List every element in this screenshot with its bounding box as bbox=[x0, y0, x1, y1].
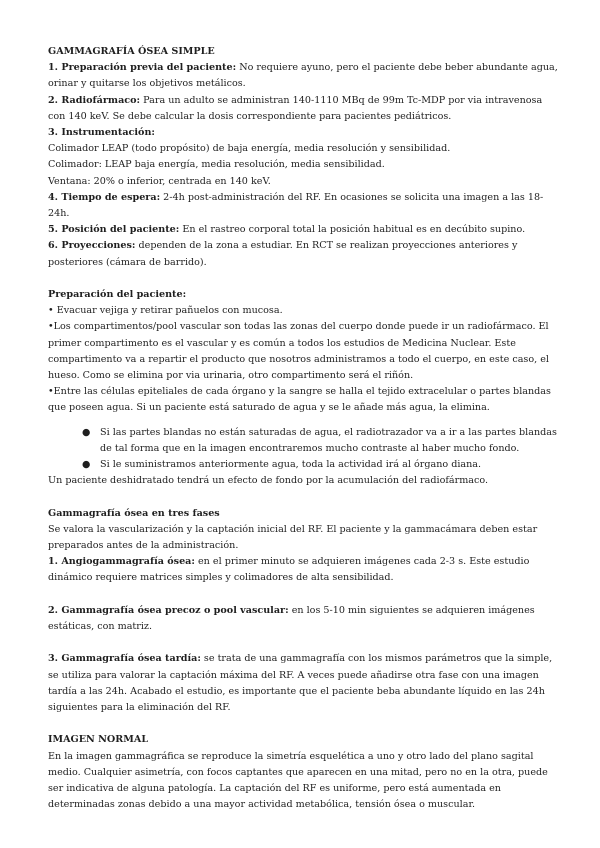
spacer bbox=[48, 587, 560, 603]
item-ventana: Ventana: 20% o inferior, centrada en 140 keV. bbox=[48, 175, 271, 187]
spacer bbox=[48, 635, 560, 651]
phase-angiogammagrafia bbox=[48, 554, 560, 586]
item-label: 3. Gammagrafía ósea tardía: bbox=[48, 653, 201, 665]
item-colimador-leap: Colimador LEAP (todo propósito) de baja energía, media resolución y sensibilidad. bbox=[48, 143, 451, 155]
spacer bbox=[48, 716, 560, 732]
item-text: dependen de la zona a estudiar. En RCT se realizan proyecciones anteriores y posteriores (cámara de barrido). bbox=[48, 240, 518, 268]
section-title-imagen-normal: IMAGEN NORMAL bbox=[48, 734, 149, 746]
paragraph: En la imagen gammagráfica se reproduce la simetría esquelética a uno y otro lado del plano sagital medio. Cualquier asimetría, con focos captantes que aparecen en una mitad, pero no en la otra, puede ser indicativa de alguna patología. La captación del RF es uniforme, pero está aumentada en determinadas zonas debido a una mayor actividad metabólica, tensión ósea o muscular. bbox=[48, 750, 548, 811]
item-text: 2-4h post-administración del RF. En ocasiones se solicita una imagen a las 18-24h. bbox=[48, 191, 544, 220]
item-label: 4. Tiempo de espera: bbox=[48, 191, 161, 203]
item-instrumentacion bbox=[48, 125, 560, 141]
bullet-list bbox=[48, 425, 560, 474]
list-item-text: Si le suministramos anteriormente agua, toda la actividad irá al órgano diana. bbox=[100, 459, 482, 471]
spacer bbox=[48, 417, 560, 425]
item-label: 1. Angiogammagrafía ósea: bbox=[48, 556, 195, 568]
item-radiofarmaco bbox=[48, 93, 560, 125]
phase-tardia bbox=[48, 651, 560, 716]
paragraph: Un paciente deshidratado tendrá un efecto de fondo por la acumulación del radiofármaco. bbox=[48, 475, 489, 487]
list-item bbox=[82, 457, 560, 473]
item-tiempo-espera bbox=[48, 190, 560, 222]
paragraph: • Evacuar vejiga y retirar pañuelos con mucosa. bbox=[48, 305, 283, 317]
item-preparacion-previa bbox=[48, 60, 560, 92]
list-item-text: Si las partes blandas no están saturadas de agua, el radiotrazador va a ir a las partes blandas de tal forma que en la imagen encontraremos mucho contraste al haber mucho fondo. bbox=[100, 426, 557, 454]
item-posicion-paciente bbox=[48, 222, 560, 238]
item-text: En el rastreo corporal total la posición habitual es en decúbito supino. bbox=[179, 224, 526, 236]
item-text: No requiere ayuno, pero el paciente debe beber abundante agua, orinar y quitarse los objetivos metálicos. bbox=[48, 62, 558, 90]
spacer bbox=[48, 489, 560, 505]
bullet-icon: ● bbox=[82, 459, 91, 471]
paragraph: Se valora la vascularización y la captación inicial del RF. El paciente y la gammacámara deben estar preparados antes de la administración. bbox=[48, 523, 538, 552]
spacer bbox=[48, 271, 560, 287]
item-label: 6. Proyecciones: bbox=[48, 240, 136, 252]
item-label: 3. Instrumentación: bbox=[48, 127, 155, 139]
item-text: se trata de una gammagrafía con los mismos parámetros que la simple, se utiliza para valorar la captación máxima del RF. A veces puede añadirse otra fase con una imagen tardía a las 24h. Acabado el estudio, es importante que el paciente beba abundante líquido en las 24h siguientes para la eliminación del RF. bbox=[48, 653, 553, 714]
document-page bbox=[48, 44, 560, 813]
item-proyecciones bbox=[48, 238, 560, 270]
item-label: 2. Gammagrafía ósea precoz o pool vascular: bbox=[48, 604, 289, 616]
section-title-tres-fases: Gammagrafía ósea en tres fases bbox=[48, 507, 220, 519]
item-label: 1. Preparación previa del paciente: bbox=[48, 62, 237, 74]
paragraph: •Los compartimentos/pool vascular son todas las zonas del cuerpo donde puede ir un radiofármaco. El primer compartimento es el vascular y es común a todos los estudios de Medicina Nuclear. Este compartimento va a repartir el producto que nosotros administramos a todo el cuerpo, en este caso, el hueso. Como se elimina por via urinaria, otro compartimento será el riñón. bbox=[48, 321, 549, 382]
item-text: Para un adulto se administran 140-1110 MBq de 99m Tc-MDP por via intravenosa con 140 keV. Se debe calcular la dosis correspondiente para pacientes pediátricos. bbox=[48, 94, 543, 122]
item-colimador: Colimador: LEAP baja energía, media resolución, media sensibilidad. bbox=[48, 159, 385, 171]
item-text: en el primer minuto se adquieren imágenes cada 2-3 s. Este estudio dinámico requiere matrices simples y colimadores de alta sensibilidad. bbox=[48, 556, 530, 584]
section-title-gammagrafia-simple: GAMMAGRAFÍA ÓSEA SIMPLE bbox=[48, 46, 215, 57]
section-title-preparacion: Preparación del paciente: bbox=[48, 289, 187, 301]
bullet-icon: ● bbox=[82, 426, 91, 438]
phase-precoz bbox=[48, 603, 560, 635]
list-item bbox=[82, 425, 560, 457]
item-label: 5. Posición del paciente: bbox=[48, 224, 180, 236]
item-text: en los 5-10 min siguientes se adquieren imágenes estáticas, con matriz. bbox=[48, 604, 535, 633]
paragraph: •Entre las células epiteliales de cada órgano y la sangre se halla el tejido extracelular o partes blandas que poseen agua. Si un paciente está saturado de agua y se le añade más agua, la elimina. bbox=[48, 386, 551, 414]
item-label: 2. Radiofármaco: bbox=[48, 94, 141, 106]
